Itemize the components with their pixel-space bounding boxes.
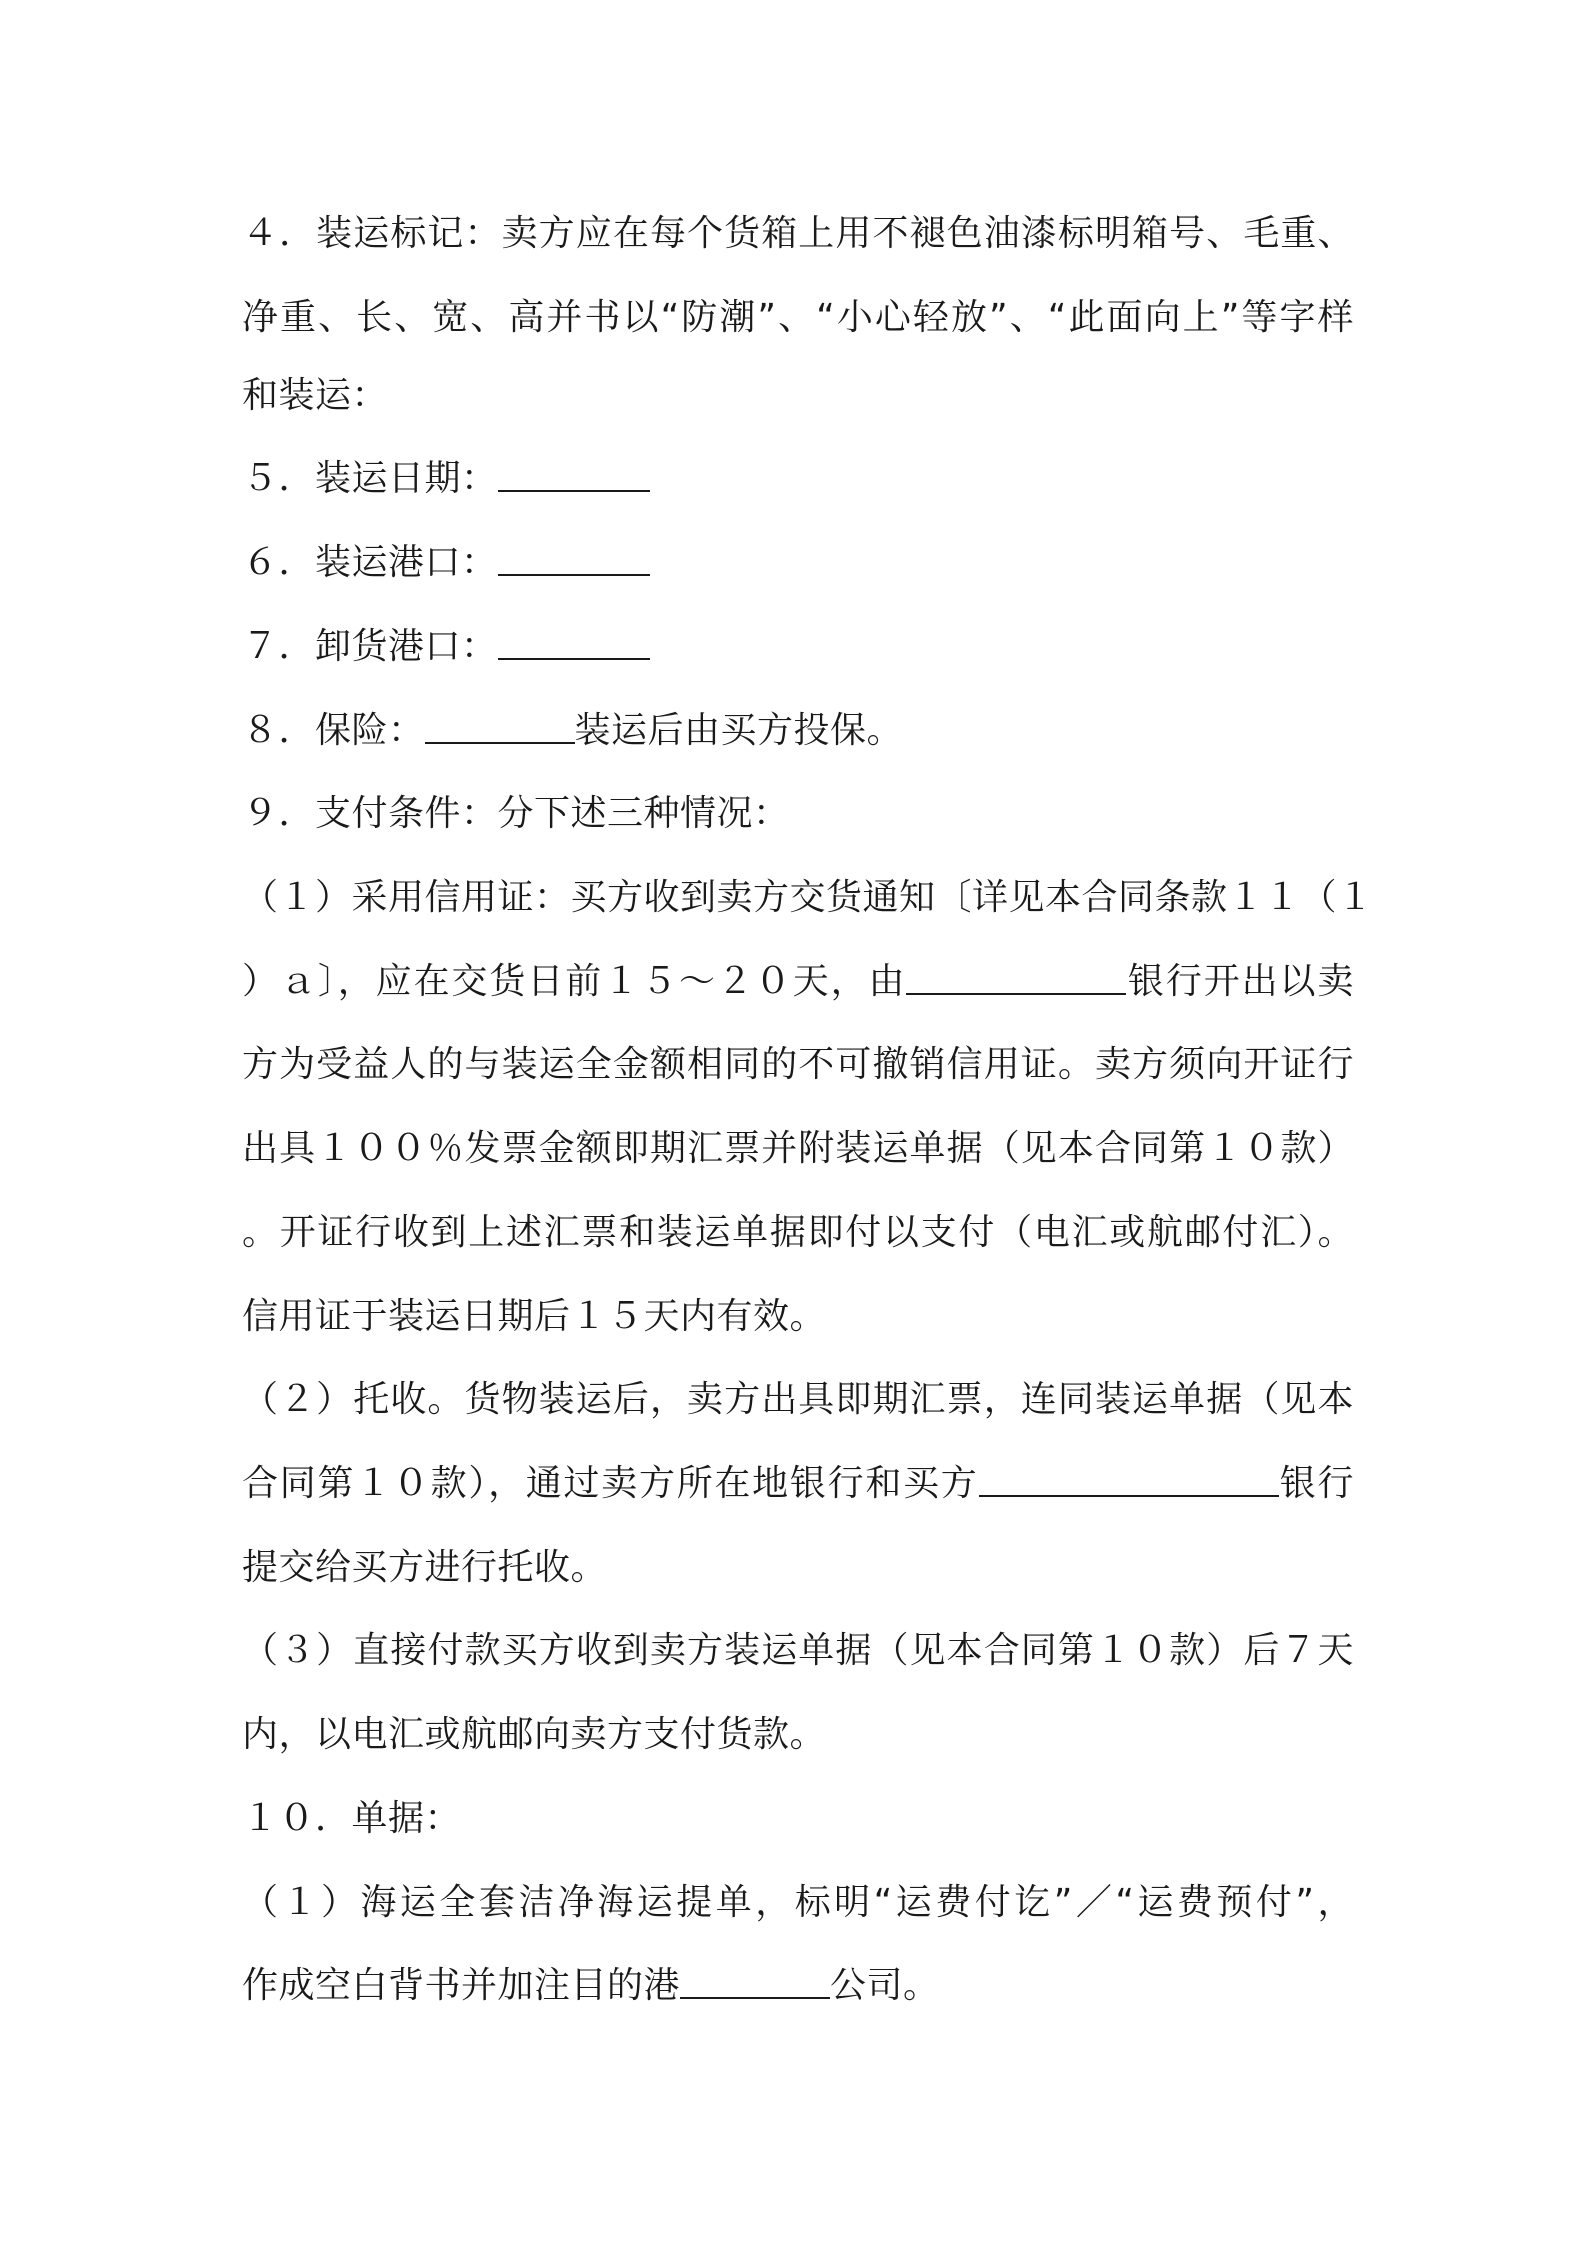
text-segment: （１）海运全套洁净海运提单，标明“运费付讫”／“运费预付”， (242, 1882, 1354, 1923)
clause-5-shipping-date (242, 457, 650, 501)
clause-9-1-line-5 (242, 1211, 1354, 1255)
clause-9-3-line-1 (242, 1629, 1354, 1673)
clause-9-3-line-2 (242, 1713, 826, 1757)
fill-in-blank[interactable] (906, 963, 1126, 995)
text-segment: ）ａ〕，应在交货日前１５～２０天，由 (242, 961, 907, 1002)
text-segment: 银行 (1278, 1463, 1354, 1504)
text-segment: ４．装运标记：卖方应在每个货箱上用不褪色油漆标明箱号、毛重、 (242, 213, 1354, 254)
fill-in-blank[interactable] (979, 1465, 1279, 1497)
clause-9-payment-terms (242, 792, 790, 836)
text-segment: 净重、长、宽、高并书以“防潮”、“小心轻放”、“此面向上”等字样 (242, 297, 1354, 338)
text-segment: 合同第１０款），通过卖方所在地银行和买方 (242, 1463, 979, 1504)
clause-9-2-line-3 (242, 1546, 607, 1590)
text-segment: ５．装运日期： (242, 458, 498, 499)
clause-4-line-3 (242, 374, 388, 418)
clause-6-loading-port (242, 541, 650, 585)
clause-9-1-line-4 (242, 1127, 1354, 1171)
clause-10-1-line-2 (242, 1964, 940, 2008)
text-segment: 装运后由买方投保。 (574, 710, 904, 751)
clause-9-1-line-1 (242, 876, 1374, 920)
fill-in-blank[interactable] (680, 1967, 830, 1999)
text-segment: ７．卸货港口： (242, 626, 498, 667)
text-segment: ９．支付条件：分下述三种情况： (242, 793, 790, 834)
text-segment: 作成空白背书并加注目的港 (242, 1965, 681, 2006)
text-segment: ８．保险： (242, 710, 425, 751)
clause-4-line-2 (242, 296, 1354, 340)
clause-9-2-line-2 (242, 1462, 1354, 1506)
text-segment: （１）采用信用证：买方收到卖方交货通知〔详见本合同条款１１（１ (242, 877, 1374, 918)
clause-4-line-1 (242, 212, 1354, 256)
text-segment: 出具１００％发票金额即期汇票并附装运单据（见本合同第１０款） (242, 1128, 1354, 1169)
fill-in-blank[interactable] (498, 628, 650, 660)
text-segment: 信用证于装运日期后１５天内有效。 (242, 1296, 827, 1337)
text-segment: 公司。 (830, 1965, 940, 2006)
clause-10-documents (242, 1797, 461, 1841)
clause-9-2-line-1 (242, 1378, 1354, 1422)
clause-7-unloading-port (242, 625, 650, 669)
text-segment: １０．单据： (242, 1798, 462, 1839)
text-segment: 内，以电汇或航邮向卖方支付货款。 (242, 1714, 827, 1755)
text-segment: 银行开出以卖 (1126, 961, 1354, 1002)
text-segment: 和装运： (242, 375, 389, 416)
fill-in-blank[interactable] (498, 460, 650, 492)
text-segment: （３）直接付款买方收到卖方装运单据（见本合同第１０款）后７天 (242, 1630, 1354, 1671)
fill-in-blank[interactable] (498, 544, 650, 576)
text-segment: 提交给买方进行托收。 (242, 1547, 608, 1588)
text-segment: （２）托收。货物装运后，卖方出具即期汇票，连同装运单据（见本 (242, 1379, 1354, 1420)
text-segment: 。开证行收到上述汇票和装运单据即付以支付（电汇或航邮付汇）。 (242, 1212, 1354, 1253)
fill-in-blank[interactable] (425, 712, 575, 744)
clause-9-1-line-3 (242, 1043, 1354, 1087)
text-segment: 方为受益人的与装运全金额相同的不可撤销信用证。卖方须向开证行 (242, 1044, 1354, 1085)
clause-9-1-line-2 (242, 960, 1354, 1004)
clause-10-1-line-1 (242, 1881, 1354, 1925)
clause-9-1-line-6 (242, 1295, 826, 1339)
text-segment: ６．装运港口： (242, 542, 498, 583)
clause-8-insurance (242, 709, 903, 753)
